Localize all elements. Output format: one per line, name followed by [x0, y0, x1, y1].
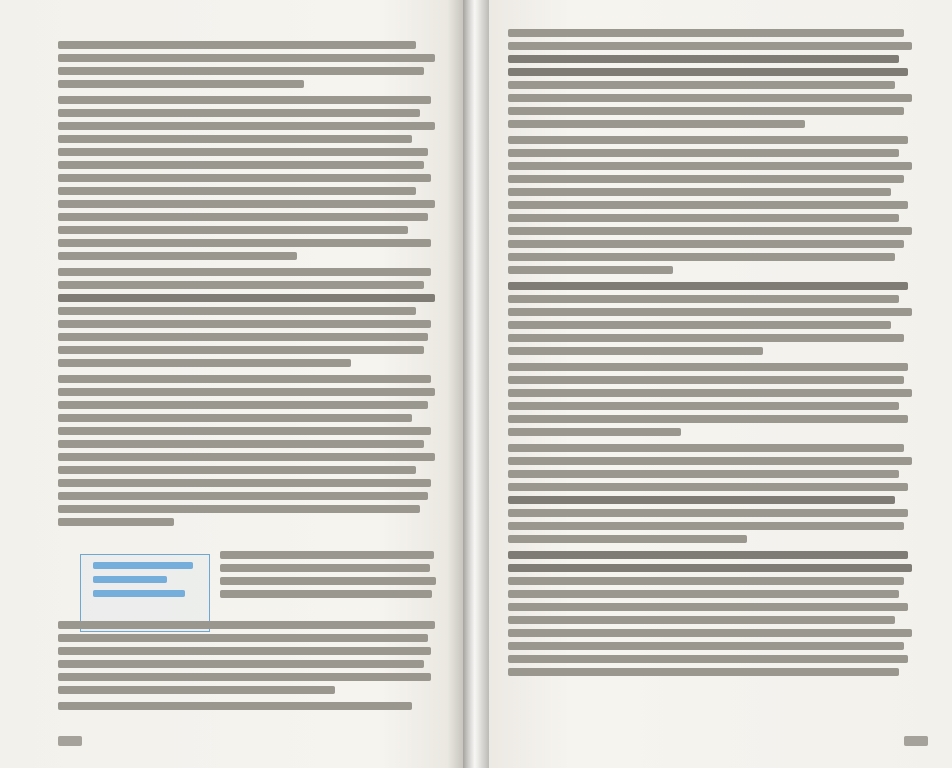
left-page-number — [58, 736, 82, 746]
right-paragraph-6 — [508, 551, 920, 676]
left-paragraph-5-beside-sidebar — [220, 546, 443, 603]
book-spine-fold — [463, 0, 489, 768]
left-paragraph-7 — [58, 702, 443, 710]
right-paragraph-5 — [508, 444, 920, 543]
left-paragraph-1 — [58, 41, 443, 88]
left-paragraph-6 — [58, 621, 443, 694]
right-paragraph-1 — [508, 29, 920, 128]
left-paragraph-4 — [58, 375, 443, 526]
left-paragraph-3 — [58, 268, 443, 367]
right-paragraph-4 — [508, 363, 920, 436]
left-column — [58, 36, 443, 534]
left-paragraph-2 — [58, 96, 443, 260]
right-page — [490, 0, 952, 768]
right-page-number — [904, 736, 928, 746]
right-column — [508, 24, 920, 684]
left-column-bottom — [58, 616, 443, 718]
right-paragraph-3 — [508, 282, 920, 355]
left-page — [0, 0, 462, 768]
right-paragraph-2 — [508, 136, 920, 274]
